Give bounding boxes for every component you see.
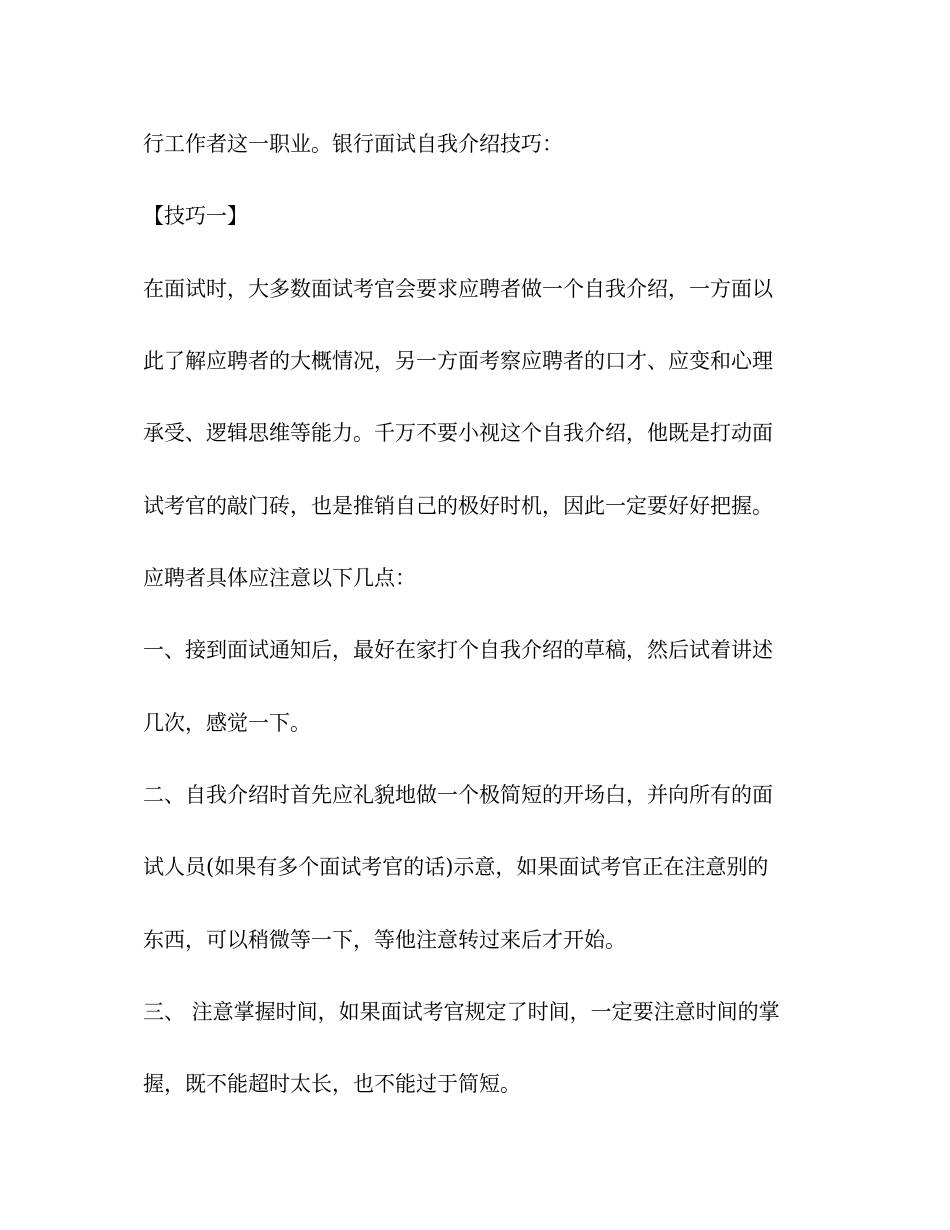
text-line: 在面试时，大多数面试考官会要求应聘者做一个自我介绍，一方面以: [143, 277, 773, 301]
text-line: 行工作者这一职业。银行面试自我介绍技巧：: [143, 132, 563, 156]
text-line: 东西，可以稍微等一下，等他注意转过来后才开始。: [143, 928, 626, 952]
text-line: 三、 注意掌握时间，如果面试考官规定了时间，一定要注意时间的掌: [143, 1000, 780, 1024]
text-line: 试考官的敲门砖，也是推销自己的极好时机，因此一定要好好把握。: [143, 494, 773, 518]
text-line: 几次，感觉一下。: [143, 711, 311, 735]
text-line: 一、接到面试通知后，最好在家打个自我介绍的草稿，然后试着讲述: [143, 638, 773, 662]
text-line: 握，既不能超时太长，也不能过于简短。: [143, 1072, 521, 1096]
text-line: 试人员(如果有多个面试考官的话)示意，如果面试考官正在注意别的: [143, 855, 769, 879]
section-heading: 【技巧一】: [143, 204, 248, 228]
text-line: 应聘者具体应注意以下几点：: [143, 566, 416, 590]
text-line: 此了解应聘者的大概情况，另一方面考察应聘者的口才、应变和心理: [143, 349, 773, 373]
text-line: 承受、逻辑思维等能力。千万不要小视这个自我介绍，他既是打动面: [143, 421, 773, 445]
text-line: 二、自我介绍时首先应礼貌地做一个极简短的开场白，并向所有的面: [143, 783, 773, 807]
